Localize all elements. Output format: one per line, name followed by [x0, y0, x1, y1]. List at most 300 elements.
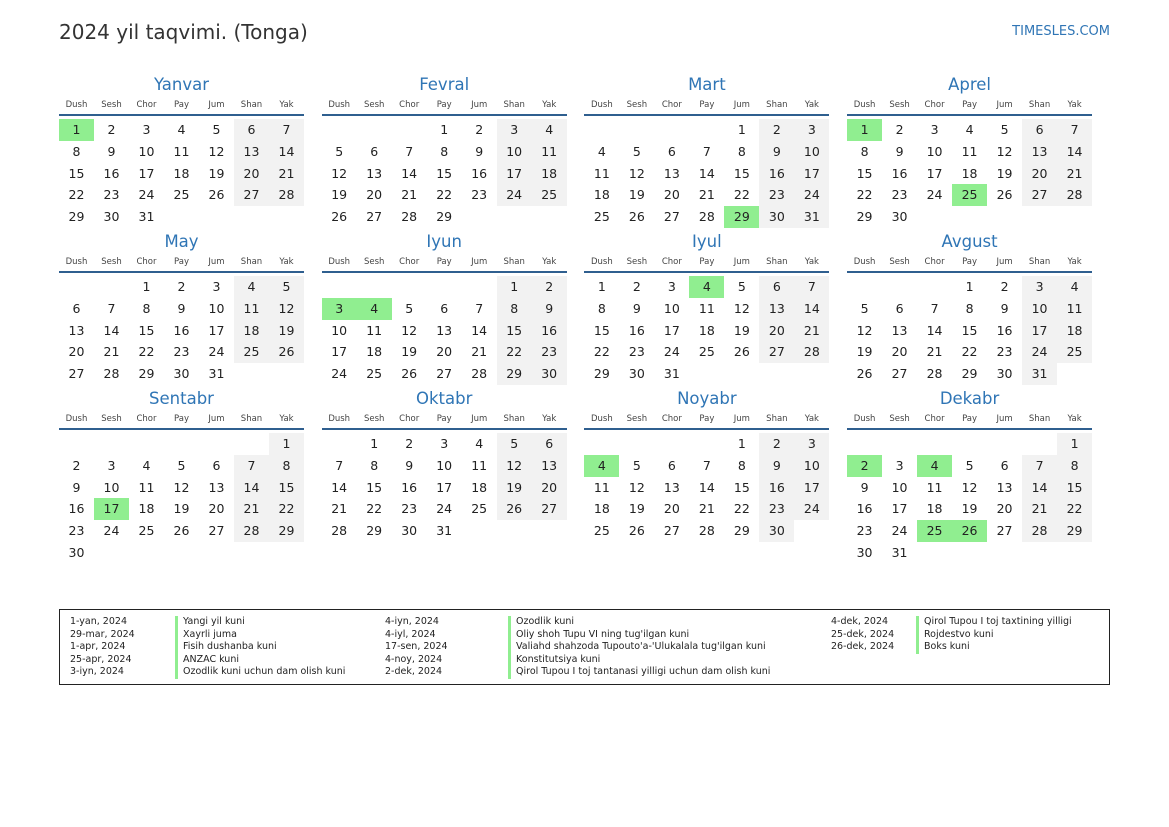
- day-cell: 26: [628, 523, 645, 539]
- day-cell: 18: [234, 320, 269, 342]
- day-cell: 12: [331, 165, 348, 181]
- day-cell: 6: [440, 300, 449, 316]
- weekday-label: Yak: [279, 256, 294, 267]
- day-cell: 10: [926, 143, 943, 159]
- month-name: May: [164, 231, 199, 251]
- weekday-label: Shan: [240, 100, 263, 110]
- legend-holiday-name: Valiahd shahzoda Tupouto'a-'Ulukalala tug'ilgan kuni: [508, 641, 770, 654]
- legend-date: 1-apr, 2024: [70, 641, 126, 653]
- day-cell: 27: [663, 523, 680, 539]
- day-cell: 22: [593, 344, 610, 360]
- weekday-label: Pay: [699, 100, 715, 110]
- day-cell: 13: [366, 165, 383, 181]
- empty-cell: [427, 276, 462, 298]
- day-cell: 16: [891, 165, 908, 181]
- day-cell: 17: [794, 163, 829, 185]
- empty-cell: [392, 119, 427, 141]
- legend-date: 29-mar, 2024: [70, 628, 135, 640]
- day-cell: 27: [366, 209, 383, 225]
- weekday-header: [584, 413, 829, 430]
- empty-cell: [1022, 433, 1057, 455]
- day-cell: 17: [1022, 320, 1057, 342]
- weekday-header: [322, 99, 567, 116]
- day-cell: 5: [860, 300, 869, 316]
- legend-date: 25-dek, 2024: [831, 628, 895, 640]
- day-cell: 8: [737, 143, 746, 159]
- day-cell: 1: [737, 435, 746, 451]
- day-cell: 25: [593, 523, 610, 539]
- day-cell: 9: [532, 298, 567, 320]
- weekday-label: Jum: [733, 256, 750, 267]
- day-cell: 23: [401, 501, 418, 517]
- day-cell: 19: [401, 344, 418, 360]
- day-cell: 11: [593, 165, 610, 181]
- empty-cell: [59, 276, 94, 298]
- day-cell: 27: [1022, 184, 1057, 206]
- day-cell: 30: [401, 523, 418, 539]
- empty-cell: [619, 433, 654, 455]
- day-cell: 19: [497, 477, 532, 499]
- weekday-label: Pay: [174, 100, 189, 110]
- month-name: Iyul: [692, 231, 722, 251]
- day-cell: 1: [440, 122, 449, 137]
- day-cell: 12: [733, 300, 750, 316]
- weekday-label: Shan: [766, 256, 788, 267]
- site-link[interactable]: TIMESLES.COM: [1012, 24, 1110, 39]
- weekday-label: Pay: [962, 100, 978, 110]
- day-cell: 3: [497, 119, 532, 141]
- day-cell: 11: [698, 300, 715, 316]
- day-cell: 8: [737, 457, 746, 473]
- legend-names-column: [916, 616, 1072, 654]
- day-cell: 20: [234, 163, 269, 185]
- day-cell: 29: [138, 366, 155, 382]
- weekday-label: Dush: [65, 256, 88, 267]
- weekday-label: Sesh: [101, 256, 122, 267]
- holiday-legend: [59, 609, 1110, 685]
- holiday-day-cell: 25: [917, 520, 952, 542]
- day-cell: 26: [269, 341, 304, 363]
- month-name: Mart: [688, 75, 726, 94]
- day-cell: 24: [794, 498, 829, 520]
- month-dekabr: [847, 388, 1092, 564]
- legend-date: 4-iyl, 2024: [385, 628, 436, 640]
- day-cell: 2: [1000, 278, 1009, 294]
- day-cell: 21: [234, 498, 269, 520]
- weekday-label: Sesh: [363, 413, 385, 424]
- day-cell: 18: [1057, 320, 1092, 342]
- day-cell: 7: [335, 457, 344, 473]
- day-cell: 21: [331, 501, 348, 517]
- day-grid: [59, 119, 304, 228]
- legend-holiday-name: Fisih dushanba kuni: [175, 641, 345, 654]
- weekday-label: Dush: [65, 413, 88, 424]
- weekday-label: Sesh: [889, 100, 910, 110]
- day-cell: 12: [628, 165, 645, 181]
- legend-dates-column: [70, 616, 135, 679]
- day-cell: 21: [698, 501, 715, 517]
- empty-cell: [322, 119, 357, 141]
- day-cell: 16: [532, 320, 567, 342]
- day-cell: 13: [532, 455, 567, 477]
- legend-holiday-name: Ozodlik kuni uchun dam olish kuni: [175, 666, 345, 679]
- day-cell: 14: [1022, 477, 1057, 499]
- day-cell: 27: [759, 341, 794, 363]
- weekday-label: Dush: [591, 256, 613, 267]
- day-cell: 27: [663, 209, 680, 225]
- weekday-label: Yak: [1067, 413, 1082, 424]
- day-cell: 6: [1000, 457, 1009, 473]
- day-cell: 28: [698, 209, 715, 225]
- weekday-label: Dush: [853, 100, 876, 110]
- day-cell: 10: [208, 300, 225, 316]
- day-cell: 23: [759, 498, 794, 520]
- day-cell: 5: [965, 457, 974, 473]
- day-cell: 8: [72, 143, 81, 159]
- weekday-label: Dush: [853, 256, 876, 267]
- weekday-label: Sesh: [363, 256, 385, 267]
- day-cell: 26: [331, 209, 348, 225]
- day-cell: 24: [663, 344, 680, 360]
- empty-cell: [322, 433, 357, 455]
- day-cell: 24: [497, 184, 532, 206]
- empty-cell: [392, 276, 427, 298]
- day-cell: 25: [471, 501, 488, 517]
- weekday-label: Shan: [766, 100, 788, 110]
- month-aprel: [847, 74, 1092, 228]
- month-name: Aprel: [948, 75, 992, 94]
- legend-holiday-name: Qirol Tupou I toj tantanasi yilligi uchun dam olish kuni: [508, 666, 770, 679]
- holiday-day-cell: 17: [94, 498, 129, 520]
- day-cell: 28: [331, 523, 348, 539]
- day-cell: 18: [471, 479, 488, 495]
- weekday-label: Chor: [661, 256, 682, 267]
- weekday-label: Jum: [471, 256, 488, 267]
- day-cell: 15: [1057, 477, 1092, 499]
- day-cell: 17: [794, 477, 829, 499]
- day-cell: 30: [628, 366, 645, 382]
- day-cell: 5: [1000, 122, 1009, 137]
- day-cell: 15: [961, 322, 978, 338]
- day-cell: 18: [532, 163, 567, 185]
- day-cell: 8: [142, 300, 151, 316]
- day-cell: 10: [794, 141, 829, 163]
- day-cell: 19: [856, 344, 873, 360]
- day-cell: 21: [698, 187, 715, 203]
- day-cell: 30: [759, 206, 794, 228]
- day-cell: 23: [996, 344, 1013, 360]
- legend-dates-column: [385, 616, 448, 679]
- day-cell: 23: [856, 523, 873, 539]
- weekday-header: [584, 99, 829, 116]
- day-cell: 24: [1022, 341, 1057, 363]
- day-cell: 29: [68, 209, 85, 225]
- day-cell: 24: [103, 523, 120, 539]
- legend-holiday-name: ANZAC kuni: [175, 654, 345, 667]
- weekday-label: Shan: [1028, 256, 1051, 267]
- weekday-label: Jum: [208, 256, 225, 267]
- weekday-label: Pay: [174, 413, 189, 424]
- day-cell: 29: [269, 520, 304, 542]
- weekday-label: Pay: [436, 413, 452, 424]
- weekday-label: Dush: [65, 100, 88, 110]
- weekday-label: Chor: [661, 413, 682, 424]
- day-cell: 13: [68, 322, 85, 338]
- day-cell: 27: [234, 184, 269, 206]
- day-cell: 21: [794, 320, 829, 342]
- weekday-label: Chor: [399, 256, 420, 267]
- day-cell: 25: [1057, 341, 1092, 363]
- day-grid: [847, 119, 1092, 228]
- day-cell: 14: [1057, 141, 1092, 163]
- empty-cell: [654, 433, 689, 455]
- day-cell: 28: [234, 520, 269, 542]
- legend-date: 3-iyn, 2024: [70, 666, 124, 678]
- day-cell: 27: [532, 498, 567, 520]
- day-cell: 6: [212, 457, 221, 473]
- day-cell: 7: [405, 143, 414, 159]
- weekday-label: Chor: [924, 256, 945, 267]
- day-cell: 17: [436, 479, 453, 495]
- holiday-day-cell: 1: [847, 119, 882, 141]
- day-cell: 24: [331, 366, 348, 382]
- holiday-day-cell: 3: [322, 298, 357, 320]
- day-cell: 1: [597, 278, 606, 294]
- day-cell: 14: [103, 322, 120, 338]
- day-cell: 24: [138, 187, 155, 203]
- day-cell: 19: [961, 501, 978, 517]
- day-cell: 3: [440, 435, 449, 451]
- day-grid: [322, 119, 567, 228]
- weekday-label: Chor: [399, 100, 420, 110]
- day-grid: [584, 119, 829, 228]
- day-cell: 20: [532, 477, 567, 499]
- day-cell: 11: [961, 143, 978, 159]
- weekday-label: Pay: [174, 256, 189, 267]
- empty-cell: [689, 433, 724, 455]
- day-cell: 20: [366, 187, 383, 203]
- day-cell: 17: [497, 163, 532, 185]
- day-cell: 29: [1057, 520, 1092, 542]
- day-cell: 3: [1022, 276, 1057, 298]
- day-cell: 24: [208, 344, 225, 360]
- day-cell: 2: [107, 122, 116, 137]
- empty-cell: [847, 276, 882, 298]
- day-cell: 10: [138, 143, 155, 159]
- day-cell: 19: [208, 165, 225, 181]
- day-cell: 15: [856, 165, 873, 181]
- day-cell: 1: [497, 276, 532, 298]
- weekday-label: Sesh: [101, 413, 122, 424]
- day-cell: 1: [370, 435, 379, 451]
- holiday-day-cell: 29: [724, 206, 759, 228]
- weekday-label: Chor: [136, 100, 157, 110]
- month-noyabr: [584, 388, 829, 564]
- day-cell: 30: [103, 209, 120, 225]
- empty-cell: [917, 433, 952, 455]
- empty-cell: [882, 433, 917, 455]
- day-cell: 22: [497, 341, 532, 363]
- day-cell: 30: [759, 520, 794, 542]
- day-cell: 17: [208, 322, 225, 338]
- holiday-day-cell: 2: [847, 455, 882, 477]
- day-cell: 12: [173, 479, 190, 495]
- day-cell: 18: [698, 322, 715, 338]
- day-cell: 22: [138, 344, 155, 360]
- empty-cell: [234, 433, 269, 455]
- day-cell: 28: [794, 341, 829, 363]
- weekday-label: Dush: [591, 413, 613, 424]
- day-cell: 14: [698, 479, 715, 495]
- day-cell: 15: [138, 322, 155, 338]
- day-cell: 7: [475, 300, 484, 316]
- day-cell: 16: [103, 165, 120, 181]
- weekday-header: [847, 256, 1092, 273]
- weekday-header: [584, 256, 829, 273]
- empty-cell: [59, 433, 94, 455]
- day-cell: 20: [663, 187, 680, 203]
- day-cell: 5: [212, 122, 221, 137]
- day-cell: 28: [269, 184, 304, 206]
- day-cell: 17: [331, 344, 348, 360]
- day-cell: 25: [234, 341, 269, 363]
- weekday-label: Sesh: [626, 256, 648, 267]
- weekday-label: Yak: [1067, 256, 1082, 267]
- day-cell: 16: [996, 322, 1013, 338]
- empty-cell: [882, 276, 917, 298]
- day-cell: 20: [759, 320, 794, 342]
- day-cell: 10: [331, 322, 348, 338]
- legend-date: 4-iyn, 2024: [385, 616, 439, 627]
- day-cell: 13: [234, 141, 269, 163]
- day-cell: 29: [436, 209, 453, 225]
- weekday-label: Jum: [208, 100, 225, 110]
- month-name: Avgust: [941, 231, 998, 251]
- empty-cell: [847, 433, 882, 455]
- weekday-label: Jum: [208, 413, 225, 424]
- weekday-header: [59, 413, 304, 430]
- weekday-header: [59, 99, 304, 116]
- day-cell: 4: [1057, 276, 1092, 298]
- day-cell: 20: [891, 344, 908, 360]
- day-cell: 23: [628, 344, 645, 360]
- holiday-day-cell: 4: [357, 298, 392, 320]
- day-cell: 27: [68, 366, 85, 382]
- day-grid: [322, 276, 567, 385]
- day-cell: 14: [794, 298, 829, 320]
- day-cell: 12: [996, 143, 1013, 159]
- month-name: Fevral: [419, 75, 470, 94]
- day-cell: 27: [996, 523, 1013, 539]
- day-cell: 22: [269, 498, 304, 520]
- day-cell: 3: [107, 457, 116, 473]
- legend-date: 26-dek, 2024: [831, 641, 895, 653]
- empty-cell: [164, 433, 199, 455]
- day-cell: 15: [269, 477, 304, 499]
- empty-cell: [584, 119, 619, 141]
- weekday-header: [59, 256, 304, 273]
- day-cell: 6: [667, 143, 676, 159]
- day-cell: 12: [208, 143, 225, 159]
- day-cell: 16: [173, 322, 190, 338]
- day-cell: 14: [401, 165, 418, 181]
- weekday-label: Yak: [542, 256, 557, 267]
- weekday-label: Yak: [542, 413, 557, 424]
- weekday-label: Sesh: [101, 100, 122, 110]
- day-cell: 7: [702, 143, 711, 159]
- day-cell: 25: [698, 344, 715, 360]
- month-name: Yanvar: [153, 75, 210, 94]
- weekday-label: Jum: [471, 413, 488, 424]
- legend-dates-column: [831, 616, 894, 654]
- day-cell: 27: [208, 523, 225, 539]
- day-cell: 7: [930, 300, 939, 316]
- day-cell: 25: [138, 523, 155, 539]
- weekday-label: Shan: [240, 256, 263, 267]
- day-cell: 26: [401, 366, 418, 382]
- empty-cell: [357, 119, 392, 141]
- day-cell: 28: [103, 366, 120, 382]
- empty-cell: [199, 433, 234, 455]
- day-cell: 28: [401, 209, 418, 225]
- day-cell: 26: [497, 498, 532, 520]
- day-cell: 6: [532, 433, 567, 455]
- day-cell: 24: [891, 523, 908, 539]
- day-cell: 21: [471, 344, 488, 360]
- legend-holiday-name: Boks kuni: [916, 641, 1072, 654]
- empty-cell: [952, 433, 987, 455]
- day-cell: 22: [366, 501, 383, 517]
- day-cell: 5: [497, 433, 532, 455]
- day-cell: 19: [628, 501, 645, 517]
- day-cell: 12: [856, 322, 873, 338]
- day-cell: 5: [177, 457, 186, 473]
- day-cell: 23: [532, 341, 567, 363]
- day-cell: 11: [471, 457, 488, 473]
- weekday-label: Chor: [661, 100, 682, 110]
- day-cell: 20: [1022, 163, 1057, 185]
- weekday-label: Jum: [471, 100, 488, 110]
- empty-cell: [654, 119, 689, 141]
- day-cell: 15: [733, 165, 750, 181]
- day-grid: [322, 433, 567, 542]
- day-cell: 20: [996, 501, 1013, 517]
- day-cell: 26: [856, 366, 873, 382]
- day-cell: 9: [759, 455, 794, 477]
- day-cell: 9: [72, 479, 81, 495]
- weekday-label: Yak: [804, 100, 819, 110]
- day-cell: 18: [593, 501, 610, 517]
- day-cell: 7: [702, 457, 711, 473]
- day-cell: 3: [895, 457, 904, 473]
- day-cell: 1: [1057, 433, 1092, 455]
- weekday-label: Sesh: [889, 256, 910, 267]
- day-cell: 18: [593, 187, 610, 203]
- day-cell: 31: [138, 209, 155, 225]
- day-cell: 16: [759, 477, 794, 499]
- day-cell: 13: [759, 298, 794, 320]
- day-cell: 7: [1022, 455, 1057, 477]
- day-cell: 13: [891, 322, 908, 338]
- day-cell: 31: [794, 206, 829, 228]
- weekday-label: Shan: [503, 100, 525, 110]
- day-grid: [59, 433, 304, 564]
- month-name: Oktabr: [415, 388, 473, 408]
- legend-holiday-name: Ozodlik kuni: [508, 616, 770, 629]
- weekday-label: Jum: [996, 413, 1013, 424]
- day-cell: 12: [628, 479, 645, 495]
- holiday-day-cell: 26: [952, 520, 987, 542]
